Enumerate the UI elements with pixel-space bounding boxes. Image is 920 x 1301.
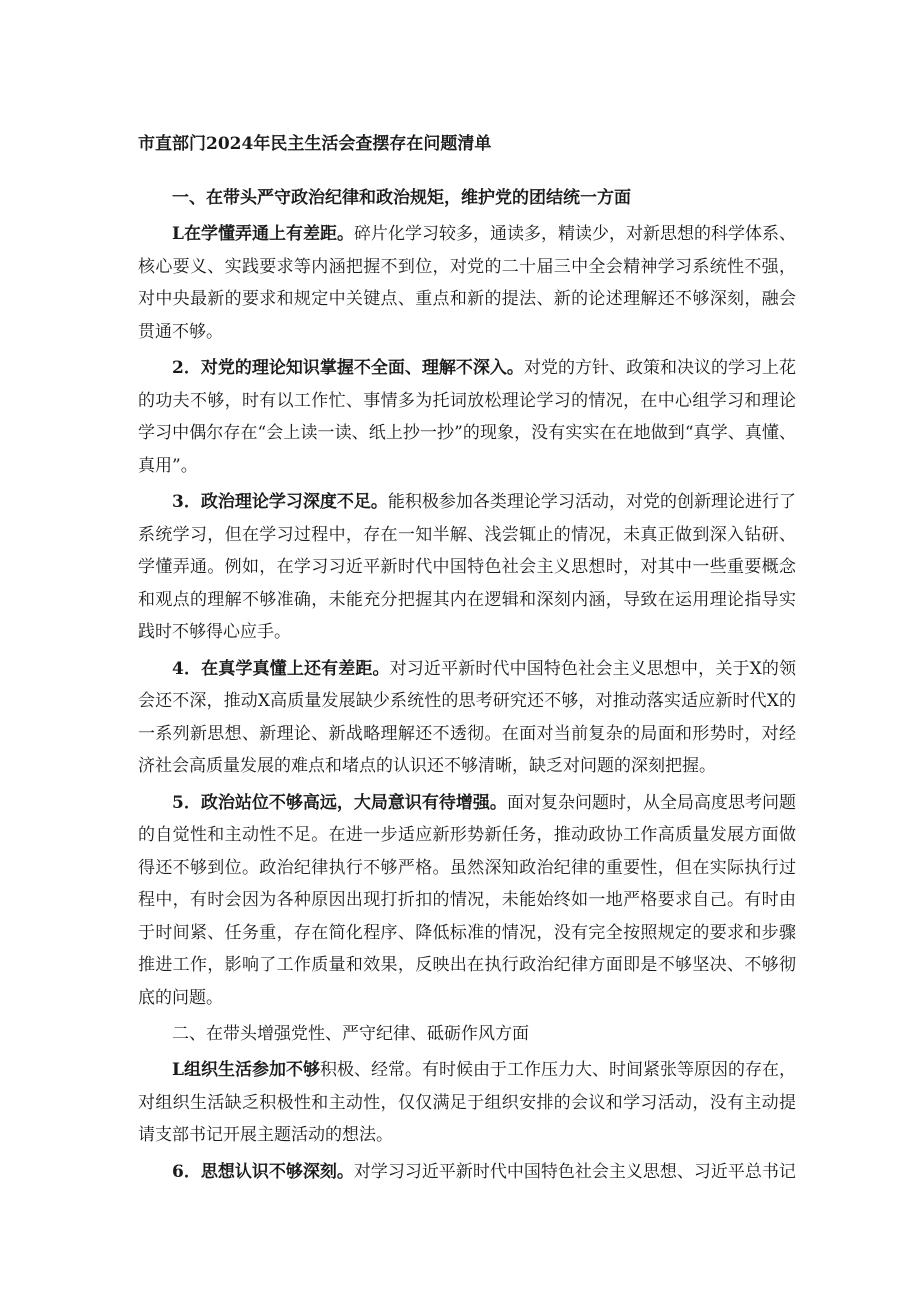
- document-page: [138, 128, 796, 1192]
- item-body: 面对复杂问题时，从全局高度思考问题的自觉性和主动性不足。在进一步适应新形势新任务，推动政协工作高质量发展方面做得还不够到位。政治纪律执行不够严格。虽然深知政治纪律的重要性，但在实际执行过程中，有时会因为各种原因出现打折扣的情况，未能始终如一地严格要求自己。有时由于时间紧、任务重，存在简化程序、降低标准的情况，没有完全按照规定的要求和步骤推进工作，影响了工作质量和效果，反映出在执行政治纪律方面即是不够坚决、不够彻底的问题。: [138, 792, 797, 1008]
- list-item: [138, 787, 796, 1015]
- document-title: 市直部门2024年民主生活会查摆存在问题清单: [138, 134, 492, 154]
- item-body: 能积极参加各类理论学习活动，对党的创新理论进行了系统学习，但在学习过程中，存在一知半解、浅尝辄止的情况，未真正做到深入钻研、学懂弄通。例如，在学习习近平新时代中国特色社会主义思想时，对其中一些重要概念和观点的理解不够准确，未能充分把握其内在逻辑和深刻内涵，导致在运用理论指导实践时不够得心应手。: [138, 492, 796, 642]
- item-lead: L在学懂弄通上有差距。: [172, 224, 354, 244]
- list-item: [138, 352, 796, 482]
- list-item: [138, 1054, 796, 1152]
- item-lead: 5．政治站位不够高远，大局意识有待增强。: [172, 792, 507, 813]
- list-item: [138, 218, 796, 348]
- item-body: 对习近平新时代中国特色社会主义思想中，关于X的领会还不深，推动X高质量发展缺少系统性的思考研究还不够，对推动落实适应新时代X的一系列新思想、新理论、新战略理解还不透彻。在面对当前复杂的局面和形势时，对经济社会高质量发展的难点和堵点的认识还不够清晰，缺乏对问题的深刻把握。: [138, 658, 796, 776]
- item-body: 对学习习近平新时代中国特色社会主义思想、习近平总书记: [353, 1161, 796, 1182]
- item-lead: 2．对党的理论知识掌握不全面、理解不深入。: [172, 358, 524, 378]
- list-item: [138, 486, 796, 649]
- item-lead: L组织生活参加不够: [172, 1060, 320, 1080]
- item-lead-tail: 积极、经常。: [319, 1060, 422, 1080]
- item-lead: 6．思想认识不够深刻。: [172, 1161, 354, 1182]
- list-item: [138, 653, 796, 783]
- section-heading-1: 一、在带头严守政治纪律和政治规矩，维护党的团结统一方面: [172, 188, 631, 208]
- item-body: 对党的方针、政策和决议的学习上花的功夫不够，时有以工作忙、事情多为托词放松理论学习的情况，在中心组学习和理论学习中偶尔存在“会上读一读、纸上抄一抄”的现象，没有实实在在地做到“真学、真懂、真用”。: [138, 358, 797, 476]
- list-item: [138, 1156, 796, 1189]
- item-body: 有时候由于工作压力大、时间紧张等原因的存在，对组织生活缺乏积极性和主动性，仅仅满足于组织安排的会议和学习活动，没有主动提请支部书记开展主题活动的想法。: [138, 1060, 797, 1145]
- item-lead: 4．在真学真懂上还有差距。: [172, 658, 390, 679]
- item-body: 碎片化学习较多，通读多，精读少，对新思想的科学体系、核心要义、实践要求等内涵把握不到位，对党的二十届三中全会精神学习系统性不强，对中央最新的要求和规定中关键点、重点和新的提法、新的论述理解还不够深刻，融会贯通不够。: [138, 224, 797, 342]
- item-lead: 3．政治理论学习深度不足。: [172, 492, 388, 512]
- section-heading-2: 二、在带头增强党性、严守纪律、砥砺作风方面: [172, 1024, 529, 1044]
